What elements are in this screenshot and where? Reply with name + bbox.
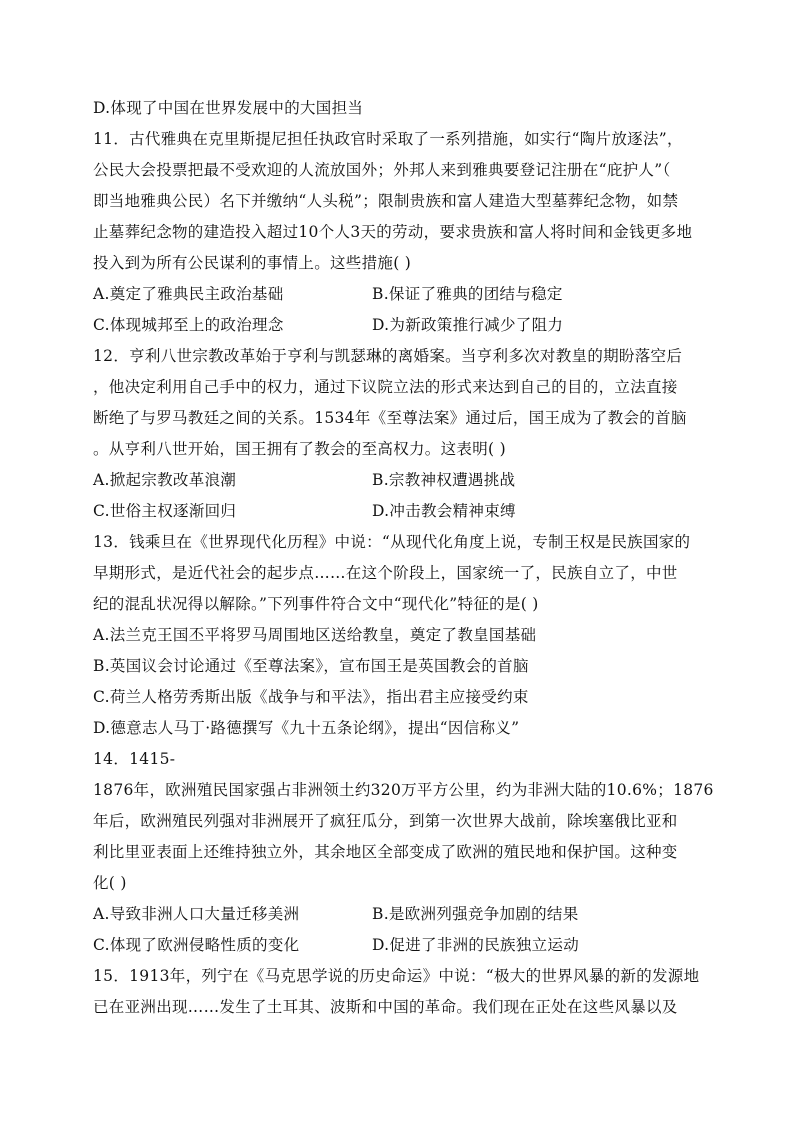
q13-option-c: C.荷兰人格劳秀斯出版《战争与和平法》，指出君主应接受约束	[93, 688, 529, 706]
q11-option-b: B.保证了雅典的团结与稳定	[372, 285, 563, 303]
q12-option-b: B.宗教神权遭遇挑战	[372, 471, 516, 489]
question-14-line: 化( )	[93, 874, 127, 892]
q14-option-d: D.促进了非洲的民族独立运动	[372, 936, 580, 954]
question-14-line: 14．1415-	[93, 750, 176, 768]
question-11-line: 公民大会投票把最不受欢迎的人流放国外；外邦人来到雅典要登记注册在“庇护人”（	[93, 161, 671, 179]
question-15-line: 已在亚洲出现……发生了土耳其、波斯和中国的革命。我们现在正处在这些风暴以及	[93, 998, 678, 1016]
q11-option-a: A.奠定了雅典民主政治基础	[93, 285, 284, 303]
question-11-line: 11．古代雅典在克里斯提尼担任执政官时采取了一系列措施，如实行“陶片放逐法”，	[93, 130, 683, 148]
question-13-line: 纪的混乱状况得以解除。”下列事件符合文中“现代化”特征的是( )	[93, 595, 539, 613]
q11-option-d: D.为新政策推行减少了阻力	[372, 316, 564, 334]
text-line: D.体现了中国在世界发展中的大国担当	[93, 99, 364, 117]
question-14-line: 利比里亚表面上还维持独立外，其余地区全部变成了欧洲的殖民地和保护国。这种变	[93, 843, 678, 861]
q13-option-b: B.英国议会讨论通过《至尊法案》，宣布国王是英国教会的首脑	[93, 657, 529, 675]
question-11-line: 止墓葬纪念物的建造投入超过10个人3天的劳动，要求贵族和富人将时间和金钱更多地	[93, 223, 693, 241]
question-14-line: 年后，欧洲殖民列强对非洲展开了疯狂瓜分，到第一次世界大战前，除埃塞俄比亚和	[93, 812, 678, 830]
question-11-line: 投入到为所有公民谋利的事情上。这些措施( )	[93, 254, 412, 272]
question-11-line: 即当地雅典公民）名下并缴纳“人头税”；限制贵族和富人建造大型墓葬纪念物，如禁	[93, 192, 679, 210]
question-12-line: ，他决定利用自己手中的权力，通过下议院立法的形式来达到自己的目的，立法直接	[93, 378, 678, 396]
question-12-line: 12．亨利八世宗教改革始于亨利与凯瑟琳的离婚案。当亨利多次对教皇的期盼落空后	[93, 347, 683, 365]
question-14-line: 1876年，欧洲殖民国家强占非洲领土约320万平方公里，约为非洲大陆的10.6%；1876	[93, 781, 714, 799]
question-15-line: 15．1913年，列宁在《马克思学说的历史命运》中说：“极大的世界风暴的新的发源地	[93, 967, 700, 985]
question-12-line: 断绝了与罗马教廷之间的关系。1534年《至尊法案》通过后，国王成为了教会的首脑	[93, 409, 687, 427]
question-13-line: 早期形式，是近代社会的起步点……在这个阶段上，国家统一了，民族自立了，中世	[93, 564, 678, 582]
q11-option-c: C.体现城邦至上的政治理念	[93, 316, 284, 334]
q14-option-a: A.导致非洲人口大量迁移美洲	[93, 905, 300, 923]
q13-option-d: D.德意志人马丁·路德撰写《九十五条论纲》，提出“因信称义”	[93, 719, 520, 737]
question-13-line: 13．钱乘旦在《世界现代化历程》中说：“从现代化角度上说，专制王权是民族国家的	[93, 533, 691, 551]
q12-option-a: A.掀起宗教改革浪潮	[93, 471, 237, 489]
q14-option-b: B.是欧洲列强竞争加剧的结果	[372, 905, 579, 923]
q13-option-a: A.法兰克王国丕平将罗马周围地区送给教皇，奠定了教皇国基础	[93, 626, 537, 644]
q14-option-c: C.体现了欧洲侵略性质的变化	[93, 936, 300, 954]
q12-option-d: D.冲击教会精神束缚	[372, 502, 516, 520]
question-12-line: 。从亨利八世开始，国王拥有了教会的至高权力。这表明( )	[93, 440, 506, 458]
q12-option-c: C.世俗主权逐渐回归	[93, 502, 237, 520]
